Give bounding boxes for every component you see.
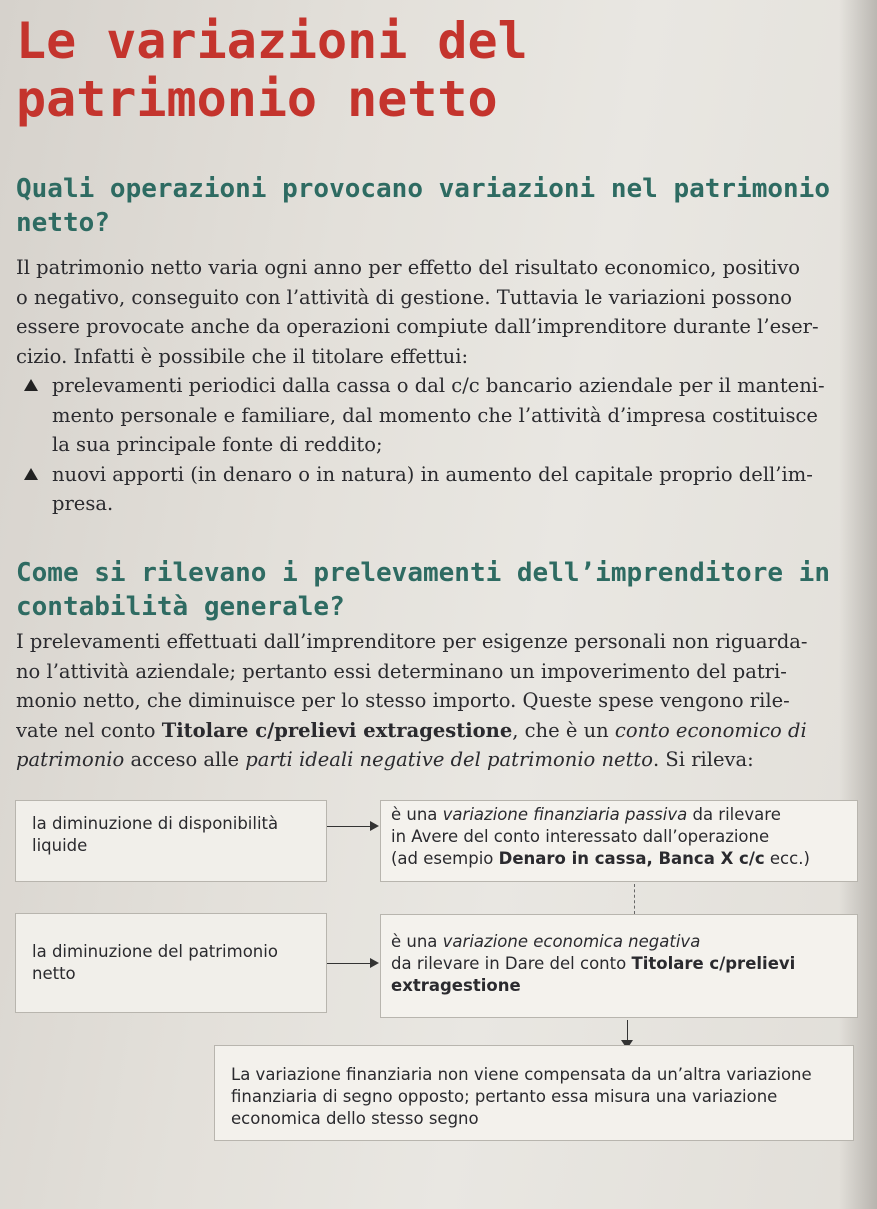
text-line: presa. bbox=[52, 492, 114, 515]
box-diminuzione-patrimonio: la diminuzione del patrimonio netto bbox=[15, 913, 327, 1013]
text-line: la sua principale fonte di reddito; bbox=[52, 433, 383, 456]
text-line: o negativo, conseguito con l’attività di gestione. Tuttavia le variazioni possono bbox=[16, 285, 793, 309]
text-line: Il patrimonio netto varia ogni anno per effetto del risultato economico, positivo bbox=[16, 256, 800, 279]
arrow-right-icon bbox=[327, 826, 373, 827]
list-item bbox=[16, 371, 871, 401]
section2-heading: Come si rilevano i prelevamenti dell’imprenditore in contabilità generale? bbox=[16, 558, 830, 622]
section2-body bbox=[16, 627, 871, 775]
section1-heading: Quali operazioni provocano variazioni nel patrimonio netto? bbox=[16, 174, 830, 238]
bullet-text: nuovi apporti (in denaro o in natura) in aumento del capitale proprio dell’im- bbox=[52, 462, 813, 486]
text-line: cizio. Infatti è possibile che il titolare effettui: bbox=[16, 344, 469, 368]
text-line: essere provocate anche da operazioni compiute dall’imprenditore durante l’eser- bbox=[16, 315, 819, 338]
section1-body bbox=[16, 253, 871, 519]
dashed-connector bbox=[634, 884, 635, 914]
box-variazione-economica: è una variazione economica negativa da rilevare in Dare del conto Titolare c/prelievi extragestione bbox=[380, 914, 858, 1018]
text-line: I prelevamenti effettuati dall’imprenditore per esigenze personali non riguarda- bbox=[16, 630, 808, 653]
bullet-triangle-icon bbox=[24, 379, 38, 391]
page-title: Le variazioni del patrimonio netto bbox=[16, 12, 528, 128]
text-line: no l’attività aziendale; pertanto essi determinano un impoverimento del patri- bbox=[16, 659, 787, 683]
text-line: patrimonio acceso alle parti ideali negative del patrimonio netto. Si rileva: bbox=[16, 748, 754, 771]
arrow-head-icon bbox=[370, 821, 379, 831]
arrow-head-icon bbox=[370, 958, 379, 968]
box-conclusione: La variazione finanziaria non viene compensata da un’altra variazione finanziaria di segno opposto; pertanto essa misura una variazione economica dello stesso segno bbox=[214, 1045, 854, 1141]
text-line: mento personale e familiare, dal momento che l’attività d’impresa costituisce bbox=[52, 403, 818, 427]
box-diminuzione-disponibilita: la diminuzione di disponibilità liquide bbox=[15, 800, 327, 882]
text-line: monio netto, che diminuisce per lo stesso importo. Queste spese vengono rile- bbox=[16, 689, 790, 712]
list-item bbox=[16, 460, 871, 490]
bullet-text: prelevamenti periodici dalla cassa o dal c/c bancario aziendale per il manteni- bbox=[52, 374, 825, 397]
bullet-triangle-icon bbox=[24, 468, 38, 480]
box-variazione-finanziaria: è una variazione finanziaria passiva da rilevare in Avere del conto interessato dall’operazione (ad esempio Denaro in cassa, Banca X c/c ecc.) bbox=[380, 800, 858, 882]
text-line: vate nel conto Titolare c/prelievi extragestione, che è un conto economico di bbox=[16, 718, 807, 742]
account-name: Titolare c/prelievi extragestione bbox=[161, 718, 513, 742]
arrow-right-icon bbox=[327, 963, 373, 964]
arrow-down-line bbox=[627, 1020, 628, 1040]
